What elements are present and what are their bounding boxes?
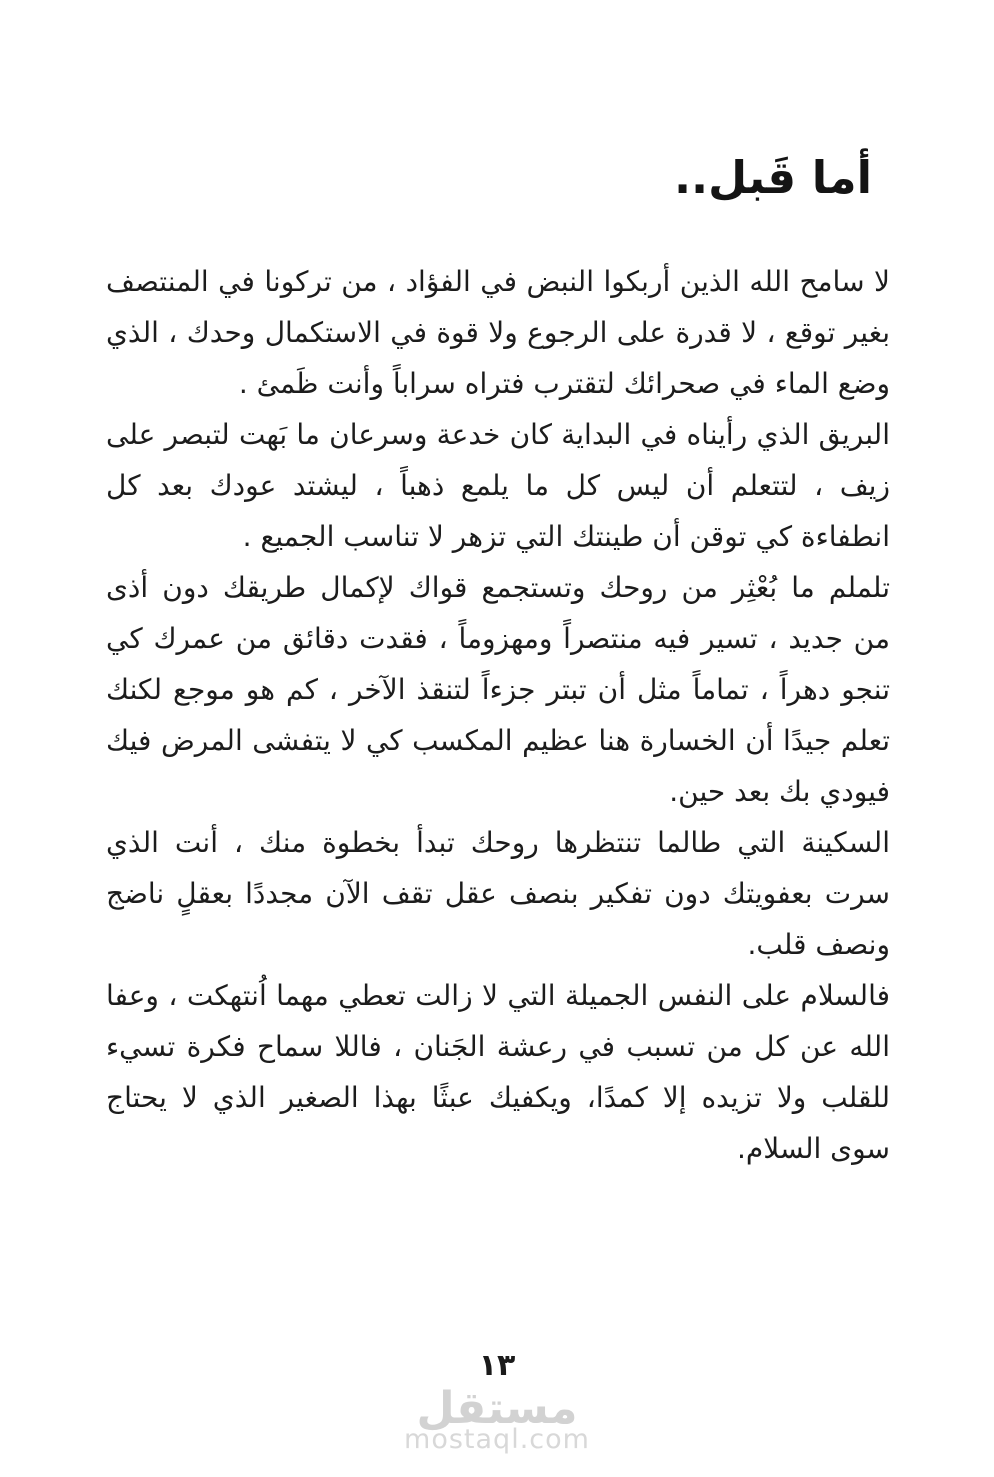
mostaql-logo: مستقل <box>416 1383 578 1434</box>
text-line: بغير توقع ، لا قدرة على الرجوع ولا قوة في الاستكمال وحدك ، الذي <box>106 316 890 349</box>
text-line: فالسلام على النفس الجميلة التي لا زالت تعطي مهما اُنتهكت ، وعفا <box>106 979 890 1012</box>
text-line: من جديد ، تسير فيه منتصراً ومهزوماً ، فقدت دقائق من عمرك كي <box>106 622 890 655</box>
text-line: لا سامح الله الذين أربكوا النبض في الفؤاد ، من تركونا في المنتصف <box>106 265 890 298</box>
watermark <box>0 1383 994 1455</box>
mostaql-domain-text: mostaql.com <box>404 1424 590 1455</box>
chapter-title: أما قَبل.. <box>673 151 872 204</box>
text-line: تعلم جيدًا أن الخسارة هنا عظيم المكسب كي لا يتفشى المرض فيك <box>106 724 890 757</box>
paragraph <box>106 970 890 1174</box>
text-line: تنجو دهراً ، تماماً مثل أن تبتر جزءاً لتنقذ الآخر ، كم هو موجع لكنك <box>106 673 890 706</box>
body-text <box>106 256 890 1174</box>
text-line: السكينة التي طالما تنتظرها روحك تبدأ بخطوة منك ، أنت الذي <box>106 826 890 859</box>
paragraph <box>106 256 890 409</box>
text-line: ونصف قلب. <box>747 928 890 961</box>
paragraph <box>106 409 890 562</box>
text-line: وضع الماء في صحرائك لتقترب فتراه سراباً وأنت ظَمئ . <box>238 367 890 400</box>
text-line: تلملم ما بُعْثِر من روحك وتستجمع قواك لإكمال طريقك دون أذى <box>106 571 890 604</box>
text-line: للقلب ولا تزيده إلا كمدًا، ويكفيك عبثًا بهذا الصغير الذي لا يحتاج <box>106 1081 890 1114</box>
page-number: ١٣ <box>478 1348 516 1383</box>
paragraph <box>106 562 890 817</box>
text-line: سرت بعفويتك دون تفكير بنصف عقل تقف الآن مجددًا بعقلٍ ناضج <box>106 877 890 910</box>
paragraph <box>106 817 890 970</box>
text-line: زيف ، لتتعلم أن ليس كل ما يلمع ذهباً ، ليشتد عودك بعد كل <box>106 469 890 502</box>
text-line: سوى السلام. <box>737 1132 890 1165</box>
text-line: فيودي بك بعد حين. <box>669 775 890 808</box>
text-line: البريق الذي رأيناه في البداية كان خدعة وسرعان ما بَهت لتبصر على <box>106 418 890 451</box>
text-line: الله عن كل من تسبب في رعشة الجَنان ، فاللا سماح فكرة تسيء <box>106 1030 890 1063</box>
text-line: انطفاءة كي توقن أن طينتك التي تزهر لا تناسب الجميع . <box>242 520 890 553</box>
